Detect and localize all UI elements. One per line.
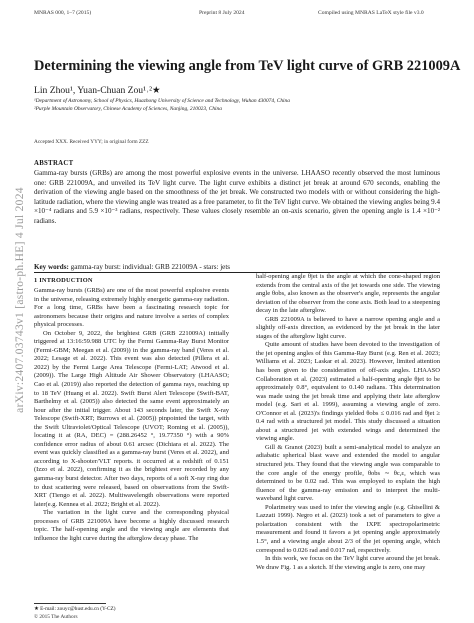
abstract-text: Gamma-ray bursts (GRBs) are among the most powerful explosive events in the universe. LHAASO recently observed the most luminous one: GRB 221009A, and unveiled its TeV light curve. The light curve exhibits a distinct jet break at around 670 seconds, enabling the derivation of the viewing angle based on the smoothness of the jet break. We constructed two models with or without considering the high-latitude radiation, where the viewing angle was treated as a free parameter, to fit the TeV light curve. We obtained the viewing angles being 9.4 ×10⁻⁴ radians and 5.9 ×10⁻³ radians, respectively. These values closely resemble an on-axis scenario, given the opening angle is 1.4 ×10⁻² radians.	[34, 169, 441, 225]
footnote-rule	[34, 603, 106, 604]
paragraph: Quite amount of studies have been devoted to the investigation of the jet opening angles of this Gamma-Ray Burst (e.g. Ren et al. 2023; Williams et al. 2023; Laskar et al. 2023). However, limited attention has been given to the consideration of off-axis angles. LHAASO Collaboration et al. (2023) estimated a half-opening angle θjet to be approximately 0.8°, equivalent to 0.140 radians. This determination was made using the jet break time and applying their late afterglow model (e.g. Sari et al. 1999), assuming a viewing angle of zero. O'Connor et al. (2023)'s findings yielded θobs ≤ 0.016 rad and θjet ≥ 0.4 rad with a structured jet model. This study discussed a situation about a structured jet with extended wings and determined the viewing angle.	[256, 341, 440, 443]
paragraph: half-opening angle θjet is the angle at which the cone-shaped region extends from the central axis of the jet towards one side. The viewing angle θobs, also known as the observer's angle, represents the angular deviation of the observer from the cone axis. Both lead to a steepening decay in the late afterglow.	[256, 273, 440, 315]
paper-title: Determining the viewing angle from TeV light curve of GRB 221009A	[34, 58, 461, 74]
paragraph: On October 9, 2022, the brightest GRB (GRB 221009A) initially triggered at 13:16:59.988 UTC by the Fermi Gamma-Ray Burst Monitor (Fermi-GBM; Meegan et al. (2009)) in the gamma-ray band (Veres et al. 2022; Lesage et al. 2022). This event was also detected (Pillera et al. 2022) by the Fermi Large Area Telescope (Fermi-LAT; Atwood et al. (2009)). The Large High Altitude Air Shower Observatory (LHAASO; Cao et al. (2019)) also reported the detection of gamma rays, reaching up to 18 TeV (Huang et al. 2022). Swift Burst Alert Telescope (Swift-BAT, Barthelmy et al. (2005)) also detected the same event approximately an hour after the initial trigger. About 143 seconds later, the Swift X-ray Telescope (Swift-XRT; Burrows et al. (2005)) pinpointed the target, with the Swift Ultraviolet/Optical Telescope (UVOT; Roming et al. (2005)), locating it at (RA, DEC) = (288.26452 °, 19.77350 °) with a 90% confidence error radius of about 0.61 arcsec (Dichiara et al. 2022). The event was quickly classified as a gamma-ray burst (Veres et al. 2022), and according to X-shooter/VLT reports. it occurred at a redshift of 0.151 (Izzo et al. 2022), confirming it as the brightest ever recorded by any gamma-ray burst detector. After two days, reports of a soft X-ray ring due to dust scattering were released, based on observations from the Swift-XRT (Tiengo et al. 2022). Multiwavelength observations were reported later(e.g. Kennea et al. 2022; Bright et al. 2022).	[34, 329, 229, 508]
email-footnote: ★ E-mail: zouyc@hust.edu.cn (Y-CZ)	[34, 606, 116, 612]
arxiv-identifier[interactable]: arXiv:2407.03743v1 [astro-ph.HE] 4 Jul 2024	[14, 187, 26, 413]
section-heading: 1 INTRODUCTION	[34, 277, 93, 284]
keywords-label: Key words:	[34, 263, 69, 271]
paragraph: The variation in the light curve and the corresponding physical processes of GRB 221009A have become a highly discussed research topic. The half-opening angle and the viewing angle are elements that influence the light curve during the afterglow decay phase. The	[34, 509, 229, 542]
received-dates: Accepted XXX. Received YYY; in original form ZZZ	[34, 139, 149, 145]
preprint-date: Preprint 8 July 2024	[199, 10, 245, 16]
paragraph: Polarimetry was used to infer the viewing angle (e.g. Ghisellini & Lazzati 1999). Negro et al. (2023) took a set of parameters to give a polarization consistent with the IXPE spectropolarimetric measurement and found it favors a jet opening angle approximately 1.5°, and a viewing angle about 2/3 of the jet opening angle, which correspond to 0.026 rad and 0.017 rad, respectively.	[256, 503, 440, 554]
affiliation-2: ²Purple Mountain Observatory, Chinese Academy of Sciences, Nanjing, 210023, China	[34, 106, 222, 112]
left-column	[34, 287, 229, 593]
paragraph: Gamma-ray bursts (GRBs) are one of the most powerful explosive events in the universe, releasing extremely highly energetic gamma-ray radiation. For a long time, GRBs have been a fascinating research topic for astronomers because their origins and nature involve a series of complex physical processes.	[34, 287, 229, 329]
copyright-notice: © 2015 The Authors	[34, 614, 78, 620]
abstract-heading: ABSTRACT	[34, 160, 74, 167]
keywords-list: gamma-ray burst: individual: GRB 221009A - stars: jets	[70, 263, 231, 271]
right-column	[256, 273, 440, 611]
paragraph: In this work, we focus on the TeV light curve around the jet break. We draw Fig. 1 as a sketch. If the viewing angle is zero, one may	[256, 555, 440, 571]
paragraph: GRB 221009A is believed to have a narrow opening angle and a slightly off-axis direction, as evidenced by the jet break in the later stages of the afterglow light curve.	[256, 315, 440, 340]
affiliation-1: ¹Department of Astronomy, School of Physics, Huazhong University of Science and Technology, Wuhan 430074, China	[34, 98, 290, 104]
journal-header: MNRAS 000, 1–7 (2015)	[34, 10, 92, 16]
compile-note: Compiled using MNRAS LaTeX style file v3.0	[318, 10, 424, 16]
author-list: Lin Zhou¹, Yuan-Chuan Zou¹˒²★	[34, 85, 161, 96]
paragraph: Gill & Granot (2023) built a semi-analytical model to analyze an adiabatic spherical blast wave and extended the model to angular structured jets. They found that the viewing angle was comparable to the core angle of the energy profile, θobs ∼ θc,ε, which was determined to be 0.02 rad. This was employed to explain the high fluence of the gamma-ray emission and to interpret the multi-waveband light curve.	[256, 443, 440, 503]
keywords	[34, 263, 440, 271]
